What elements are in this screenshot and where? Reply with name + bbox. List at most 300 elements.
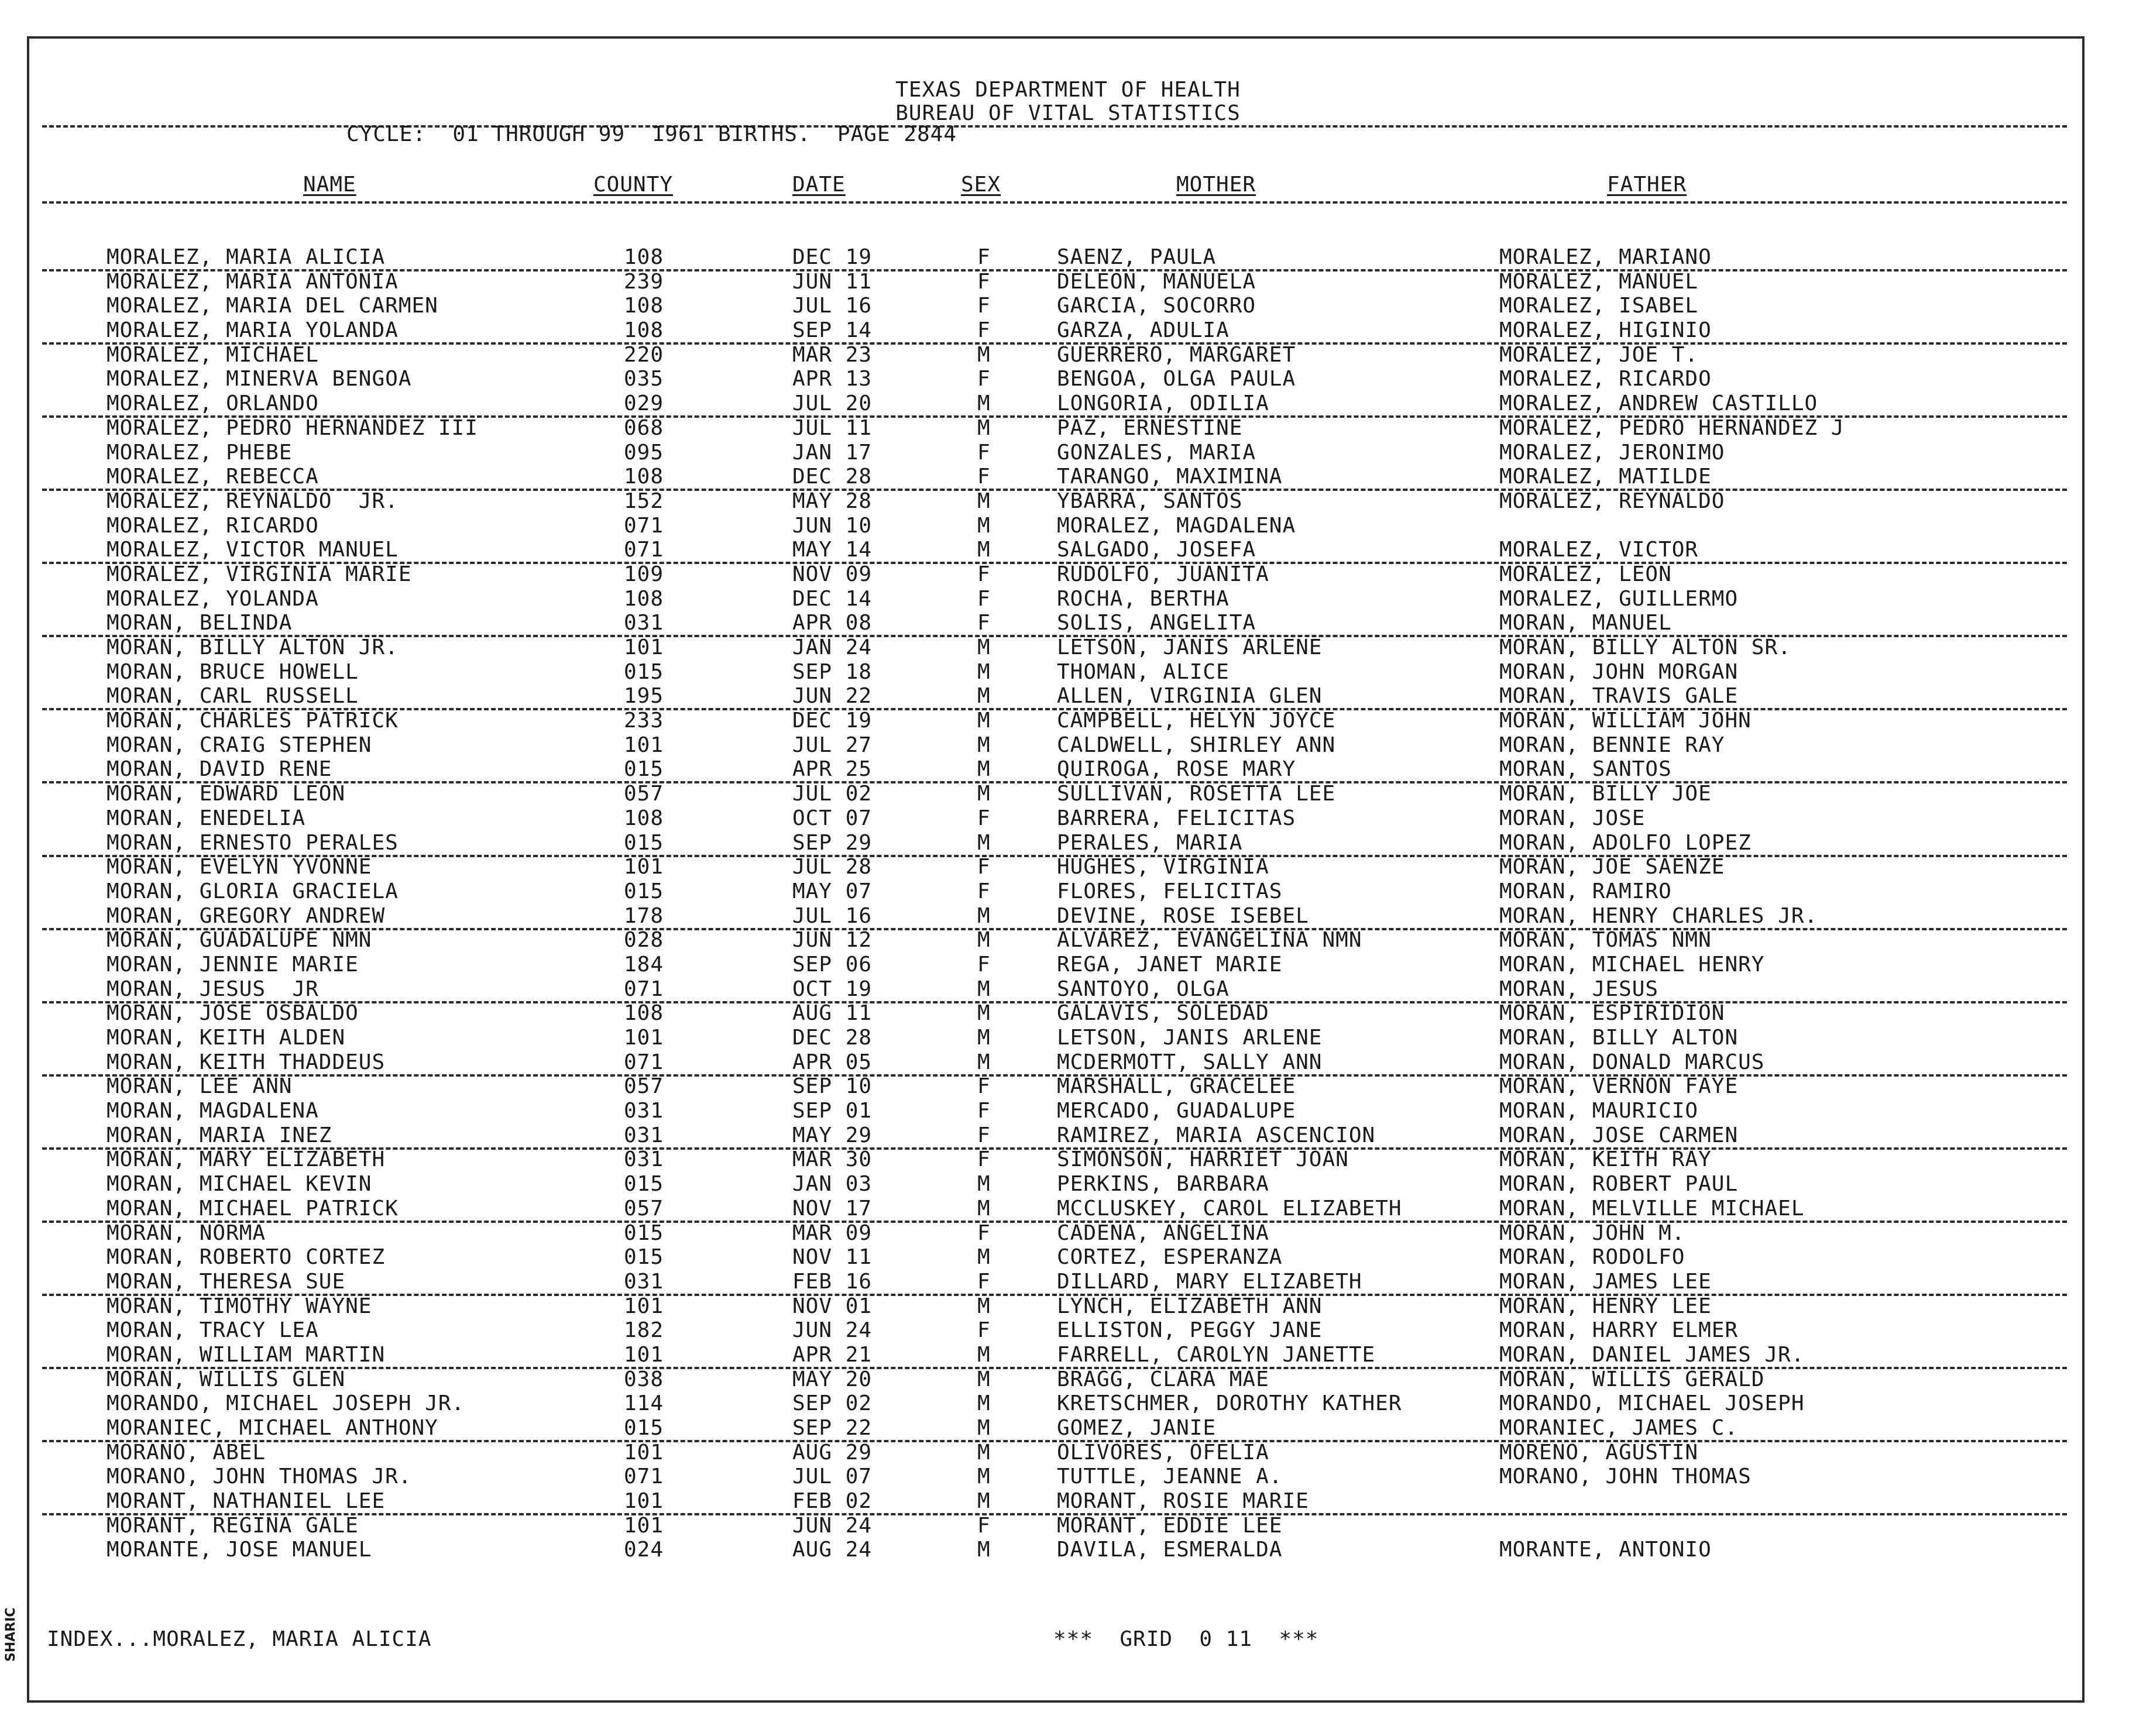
- record-sex: M: [977, 1489, 991, 1514]
- record-sex: M: [977, 342, 991, 367]
- record-row: [0, 1441, 2136, 1466]
- record-county: 108: [624, 294, 664, 318]
- record-date: JAN 24: [792, 635, 873, 659]
- record-row: [0, 441, 2136, 466]
- record-mother: MCCLUSKEY, CAROL ELIZABETH: [1057, 1196, 1402, 1221]
- record-name: MORAN, JENNIE MARIE: [107, 952, 359, 977]
- record-father: MORAN, HARRY ELMER: [1499, 1318, 1739, 1343]
- record-name: MORAN, MARIA INEZ: [107, 1123, 332, 1147]
- record-date: MAR 30: [792, 1147, 873, 1172]
- record-father: MORAN, JESUS: [1499, 977, 1659, 1001]
- record-county: 015: [624, 757, 664, 782]
- record-date: NOV 01: [792, 1294, 873, 1318]
- record-father: MORAN, JAMES LEE: [1499, 1269, 1712, 1294]
- record-name: MORALEZ, ORLANDO: [107, 391, 319, 416]
- record-father: MORAN, JOHN MORGAN: [1499, 659, 1739, 684]
- record-county: 071: [624, 538, 664, 562]
- record-father: MORAN, ADOLFO LOPEZ: [1499, 830, 1752, 855]
- record-father: MORAN, MICHAEL HENRY: [1499, 952, 1765, 977]
- record-county: 038: [624, 1367, 664, 1391]
- record-date: MAR 23: [792, 342, 873, 367]
- record-name: MORAN, EVELYN YVONNE: [107, 855, 372, 879]
- record-county: 015: [624, 659, 664, 684]
- record-name: MORAN, BELINDA: [107, 611, 293, 635]
- record-mother: FARRELL, CAROLYN JANETTE: [1057, 1342, 1376, 1367]
- record-row: [0, 514, 2136, 539]
- record-row: [0, 1075, 2136, 1099]
- record-row: [0, 1099, 2136, 1124]
- record-name: MORAN, DAVID RENE: [107, 757, 332, 782]
- record-father: MORANTE, ANTONIO: [1499, 1538, 1712, 1562]
- record-father: MORALEZ, JERONIMO: [1499, 440, 1725, 465]
- record-mother: MORANT, EDDIE LEE: [1057, 1513, 1283, 1538]
- record-mother: LETSON, JANIS ARLENE: [1057, 1026, 1323, 1050]
- record-date: JUN 24: [792, 1318, 873, 1343]
- record-date: NOV 09: [792, 562, 873, 586]
- record-row: [0, 1343, 2136, 1368]
- record-county: 015: [624, 830, 664, 855]
- record-county: 071: [624, 1465, 664, 1489]
- record-father: MORALEZ, LEON: [1499, 562, 1672, 586]
- record-name: MORALEZ, REYNALDO JR.: [107, 489, 399, 513]
- record-name: MORAN, CARL RUSSELL: [107, 684, 359, 709]
- record-row: [0, 1538, 2136, 1563]
- record-date: DEC 19: [792, 245, 873, 269]
- record-county: 071: [624, 513, 664, 538]
- record-father: MORALEZ, ISABEL: [1499, 294, 1699, 318]
- record-sex: M: [977, 977, 991, 1001]
- record-name: MORAN, GUADALUPE NMN: [107, 928, 372, 953]
- column-header-county: COUNTY: [593, 173, 674, 197]
- department-title: TEXAS DEPARTMENT OF HEALTH: [895, 78, 1241, 102]
- record-sex: F: [977, 586, 991, 611]
- record-row: [0, 661, 2136, 685]
- record-date: OCT 07: [792, 806, 873, 830]
- record-row: [0, 978, 2136, 1002]
- record-mother: OLIVORES, OFELIA: [1057, 1440, 1269, 1465]
- record-row: [0, 1295, 2136, 1319]
- record-father: MORALEZ, HIGINIO: [1499, 318, 1712, 343]
- record-row: [0, 367, 2136, 392]
- record-name: MORAN, ERNESTO PERALES: [107, 830, 399, 855]
- record-mother: DILLARD, MARY ELIZABETH: [1057, 1269, 1362, 1294]
- record-date: JUL 02: [792, 782, 873, 806]
- record-father: MORAN, BENNIE RAY: [1499, 733, 1725, 757]
- record-date: SEP 22: [792, 1416, 873, 1440]
- record-name: MORALEZ, PEDRO HERNANDEZ III: [107, 415, 478, 440]
- record-father: MORANO, JOHN THOMAS: [1499, 1465, 1752, 1489]
- record-date: SEP 18: [792, 659, 873, 684]
- record-name: MORALEZ, PHEBE: [107, 440, 293, 465]
- record-sex: M: [977, 1245, 991, 1270]
- record-mother: DEVINE, ROSE ISEBEL: [1057, 903, 1309, 928]
- record-sex: M: [977, 1050, 991, 1074]
- record-mother: SIMONSON, HARRIET JOAN: [1057, 1147, 1349, 1172]
- record-date: AUG 29: [792, 1440, 873, 1465]
- record-row: [0, 1222, 2136, 1246]
- record-county: 152: [624, 489, 664, 513]
- record-name: MORALEZ, VIRGINIA MARIE: [107, 562, 412, 586]
- record-sex: F: [977, 1318, 991, 1343]
- record-sex: M: [977, 1440, 991, 1465]
- record-sex: M: [977, 709, 991, 733]
- record-father: MORAN, VERNON FAYE: [1499, 1074, 1739, 1099]
- record-mother: ROCHA, BERTHA: [1057, 586, 1230, 611]
- record-name: MORAN, TIMOTHY WAYNE: [107, 1294, 372, 1318]
- record-father: MORAN, DANIEL JAMES JR.: [1499, 1342, 1805, 1367]
- record-date: SEP 29: [792, 830, 873, 855]
- record-row: [0, 1465, 2136, 1490]
- record-sex: M: [977, 830, 991, 855]
- record-sex: F: [977, 1269, 991, 1294]
- record-date: FEB 16: [792, 1269, 873, 1294]
- record-name: MORALEZ, MARIA YOLANDA: [107, 318, 399, 343]
- record-date: MAY 14: [792, 538, 873, 562]
- record-county: 015: [624, 1172, 664, 1197]
- record-father: MORAN, MANUEL: [1499, 611, 1672, 635]
- record-father: MORAN, HENRY LEE: [1499, 1294, 1712, 1318]
- header-divider: [42, 125, 2067, 128]
- record-county: 108: [624, 465, 664, 489]
- record-county: 031: [624, 611, 664, 635]
- record-date: JAN 17: [792, 440, 873, 465]
- record-father: MORALEZ, GUILLERMO: [1499, 586, 1739, 611]
- record-father: MORAN, WILLIS GERALD: [1499, 1367, 1765, 1391]
- record-county: 031: [624, 1269, 664, 1294]
- record-mother: MARSHALL, GRACELEE: [1057, 1074, 1296, 1099]
- record-row: [0, 734, 2136, 758]
- record-mother: YBARRA, SANTOS: [1057, 489, 1243, 513]
- record-mother: THOMAN, ALICE: [1057, 659, 1230, 684]
- record-name: MORALEZ, MARIA DEL CARMEN: [107, 294, 438, 318]
- record-sex: M: [977, 1416, 991, 1440]
- record-county: 108: [624, 318, 664, 343]
- record-sex: M: [977, 757, 991, 782]
- record-sex: F: [977, 611, 991, 635]
- record-mother: MCDERMOTT, SALLY ANN: [1057, 1050, 1323, 1074]
- record-mother: RUDOLFO, JUANITA: [1057, 562, 1269, 586]
- record-sex: M: [977, 928, 991, 953]
- record-mother: TUTTLE, JEANNE A.: [1057, 1465, 1283, 1489]
- record-name: MORAN, WILLIS GLEN: [107, 1367, 346, 1391]
- record-mother: SOLIS, ANGELITA: [1057, 611, 1256, 635]
- record-county: 031: [624, 1147, 664, 1172]
- record-row: [0, 831, 2136, 856]
- record-mother: CAMPBELL, HELYN JOYCE: [1057, 709, 1336, 733]
- record-sex: F: [977, 879, 991, 903]
- record-sex: F: [977, 294, 991, 318]
- record-father: MORAN, JOSE: [1499, 806, 1646, 830]
- record-sex: M: [977, 415, 991, 440]
- record-mother: MORANT, ROSIE MARIE: [1057, 1489, 1309, 1514]
- record-county: 114: [624, 1391, 664, 1416]
- record-county: 184: [624, 952, 664, 977]
- record-date: APR 25: [792, 757, 873, 782]
- record-row: [0, 417, 2136, 441]
- record-county: 101: [624, 1513, 664, 1538]
- record-date: APR 13: [792, 367, 873, 391]
- record-date: JUN 22: [792, 684, 873, 709]
- record-date: JUL 07: [792, 1465, 873, 1489]
- record-row: [0, 855, 2136, 880]
- record-name: MORANDO, MICHAEL JOSEPH JR.: [107, 1391, 465, 1416]
- record-father: MORAN, RODOLFO: [1499, 1245, 1685, 1270]
- record-name: MORAN, MAGDALENA: [107, 1099, 319, 1123]
- record-county: 095: [624, 440, 664, 465]
- record-name: MORAN, GLORIA GRACIELA: [107, 879, 399, 903]
- record-mother: HUGHES, VIRGINIA: [1057, 855, 1269, 879]
- record-date: SEP 02: [792, 1391, 873, 1416]
- record-row: [0, 1173, 2136, 1197]
- record-name: MORALEZ, YOLANDA: [107, 586, 319, 611]
- record-row: [0, 465, 2136, 490]
- index-line: INDEX...MORALEZ, MARIA ALICIA: [47, 1627, 432, 1651]
- record-row: [0, 1002, 2136, 1026]
- record-name: MORANTE, JOSE MANUEL: [107, 1538, 372, 1562]
- record-county: 029: [624, 391, 664, 416]
- record-date: AUG 11: [792, 1001, 873, 1026]
- column-header-sex: SEX: [961, 173, 1001, 197]
- record-name: MORALEZ, MINERVA BENGOA: [107, 367, 412, 391]
- record-date: JUN 10: [792, 513, 873, 538]
- record-sex: M: [977, 489, 991, 513]
- record-row: [0, 319, 2136, 343]
- record-sex: F: [977, 367, 991, 391]
- record-name: MORAN, MICHAEL PATRICK: [107, 1196, 399, 1221]
- record-county: 101: [624, 1026, 664, 1050]
- record-father: MORAN, JOHN M.: [1499, 1221, 1685, 1245]
- record-county: 057: [624, 782, 664, 806]
- record-sex: M: [977, 538, 991, 562]
- record-mother: GUERRERO, MARGARET: [1057, 342, 1296, 367]
- record-row: [0, 246, 2136, 270]
- record-sex: M: [977, 1001, 991, 1026]
- record-sex: M: [977, 1196, 991, 1221]
- record-sex: M: [977, 903, 991, 928]
- record-mother: GARZA, ADULIA: [1057, 318, 1230, 343]
- record-county: 031: [624, 1099, 664, 1123]
- record-name: MORALEZ, REBECCA: [107, 465, 319, 489]
- record-date: MAY 29: [792, 1123, 873, 1147]
- record-county: 031: [624, 1123, 664, 1147]
- record-date: AUG 24: [792, 1538, 873, 1562]
- column-header-mother: MOTHER: [1176, 173, 1256, 197]
- record-date: JUN 11: [792, 269, 873, 294]
- record-father: MORALEZ, MARIANO: [1499, 245, 1712, 269]
- record-row: [0, 1270, 2136, 1295]
- record-county: 015: [624, 1416, 664, 1440]
- record-county: 101: [624, 1342, 664, 1367]
- record-name: MORANT, NATHANIEL LEE: [107, 1489, 386, 1514]
- record-row: [0, 1392, 2136, 1417]
- record-date: NOV 11: [792, 1245, 873, 1270]
- record-sex: M: [977, 1391, 991, 1416]
- record-sex: F: [977, 952, 991, 977]
- record-date: SEP 10: [792, 1074, 873, 1099]
- record-father: MORAN, SANTOS: [1499, 757, 1672, 782]
- record-mother: ALVAREZ, EVANGELINA NMN: [1057, 928, 1362, 953]
- record-county: 239: [624, 269, 664, 294]
- record-date: JUL 27: [792, 733, 873, 757]
- record-date: SEP 01: [792, 1099, 873, 1123]
- record-county: 195: [624, 684, 664, 709]
- record-row: [0, 685, 2136, 709]
- record-mother: GOMEZ, JANIE: [1057, 1416, 1217, 1440]
- record-sex: M: [977, 1294, 991, 1318]
- record-date: JUL 20: [792, 391, 873, 416]
- record-date: JUN 24: [792, 1513, 873, 1538]
- record-date: APR 08: [792, 611, 873, 635]
- record-name: MORALEZ, RICARDO: [107, 513, 319, 538]
- record-row: [0, 1026, 2136, 1051]
- record-county: 109: [624, 562, 664, 586]
- record-date: JUN 12: [792, 928, 873, 953]
- record-father: MORAN, BILLY JOE: [1499, 782, 1712, 806]
- record-father: MORAN, KEITH RAY: [1499, 1147, 1712, 1172]
- record-county: 028: [624, 928, 664, 953]
- record-row: [0, 538, 2136, 563]
- record-father: MORAN, JOE SAENZE: [1499, 855, 1725, 879]
- record-mother: DELEON, MANUELA: [1057, 269, 1256, 294]
- record-name: MORAN, GREGORY ANDREW: [107, 903, 386, 928]
- record-sex: F: [977, 1074, 991, 1099]
- record-row: [0, 563, 2136, 587]
- record-date: OCT 19: [792, 977, 873, 1001]
- record-name: MORAN, NORMA: [107, 1221, 266, 1245]
- record-name: MORAN, EDWARD LEON: [107, 782, 346, 806]
- record-mother: ALLEN, VIRGINIA GLEN: [1057, 684, 1323, 709]
- record-sex: F: [977, 1221, 991, 1245]
- record-name: MORAN, MICHAEL KEVIN: [107, 1172, 372, 1197]
- record-mother: SANTOYO, OLGA: [1057, 977, 1230, 1001]
- record-county: 057: [624, 1196, 664, 1221]
- record-county: 068: [624, 415, 664, 440]
- record-mother: LONGORIA, ODILIA: [1057, 391, 1269, 416]
- record-mother: REGA, JANET MARIE: [1057, 952, 1283, 977]
- record-row: [0, 758, 2136, 782]
- record-county: 182: [624, 1318, 664, 1343]
- record-name: MORALEZ, MICHAEL: [107, 342, 319, 367]
- record-sex: M: [977, 1342, 991, 1367]
- record-name: MORAN, BILLY ALTON JR.: [107, 635, 399, 659]
- side-label: SHARIC: [4, 1607, 18, 1662]
- record-mother: CALDWELL, SHIRLEY ANN: [1057, 733, 1336, 757]
- record-county: 108: [624, 1001, 664, 1026]
- record-sex: F: [977, 269, 991, 294]
- record-mother: GONZALES, MARIA: [1057, 440, 1256, 465]
- record-mother: QUIROGA, ROSE MARY: [1057, 757, 1296, 782]
- record-mother: ELLISTON, PEGGY JANE: [1057, 1318, 1323, 1343]
- record-sex: M: [977, 1465, 991, 1489]
- record-date: SEP 06: [792, 952, 873, 977]
- record-sex: M: [977, 513, 991, 538]
- record-county: 015: [624, 879, 664, 903]
- record-row: [0, 1319, 2136, 1343]
- record-father: MORAN, ESPIRIDION: [1499, 1001, 1725, 1026]
- record-county: 108: [624, 806, 664, 830]
- record-row: [0, 392, 2136, 417]
- record-mother: KRETSCHMER, DOROTHY KATHER: [1057, 1391, 1402, 1416]
- record-row: [0, 1368, 2136, 1393]
- record-date: NOV 17: [792, 1196, 873, 1221]
- record-name: MORAN, WILLIAM MARTIN: [107, 1342, 386, 1367]
- record-row: [0, 587, 2136, 612]
- record-county: 108: [624, 245, 664, 269]
- record-mother: BARRERA, FELICITAS: [1057, 806, 1296, 830]
- record-mother: RAMIREZ, MARIA ASCENCION: [1057, 1123, 1376, 1147]
- record-date: DEC 14: [792, 586, 873, 611]
- record-father: MORAN, MAURICIO: [1499, 1099, 1699, 1123]
- record-row: [0, 1417, 2136, 1441]
- record-row: [0, 782, 2136, 807]
- record-father: MORALEZ, REYNALDO: [1499, 489, 1725, 513]
- record-name: MORAN, ROBERTO CORTEZ: [107, 1245, 386, 1270]
- record-name: MORAN, JESUS JR: [107, 977, 319, 1001]
- record-father: MORALEZ, RICARDO: [1499, 367, 1712, 391]
- column-header-date: DATE: [792, 173, 846, 197]
- record-row: [0, 1148, 2136, 1173]
- record-sex: F: [977, 465, 991, 489]
- cycle-line: CYCLE: 01 THROUGH 99 1961 BIRTHS. PAGE 2844: [346, 122, 957, 146]
- record-mother: CADENA, ANGELINA: [1057, 1221, 1269, 1245]
- record-name: MORALEZ, MARIA ALICIA: [107, 245, 386, 269]
- record-name: MORAN, CRAIG STEPHEN: [107, 733, 372, 757]
- grid-marker: *** GRID 0 11 ***: [1053, 1627, 1319, 1651]
- record-date: JUL 16: [792, 903, 873, 928]
- record-sex: F: [977, 562, 991, 586]
- record-mother: TARANGO, MAXIMINA: [1057, 465, 1283, 489]
- record-county: 108: [624, 586, 664, 611]
- record-mother: FLORES, FELICITAS: [1057, 879, 1283, 903]
- record-date: APR 21: [792, 1342, 873, 1367]
- record-mother: SULLIVAN, ROSETTA LEE: [1057, 782, 1336, 806]
- record-name: MORAN, JOSE OSBALDO: [107, 1001, 359, 1026]
- record-sex: M: [977, 782, 991, 806]
- record-father: MORAN, WILLIAM JOHN: [1499, 709, 1752, 733]
- record-row: [0, 270, 2136, 295]
- record-row: [0, 343, 2136, 368]
- record-father: MORAN, TOMAS NMN: [1499, 928, 1712, 953]
- record-row: [0, 1124, 2136, 1149]
- record-name: MORAN, CHARLES PATRICK: [107, 709, 399, 733]
- bureau-title: BUREAU OF VITAL STATISTICS: [895, 101, 1241, 125]
- record-row: [0, 880, 2136, 905]
- record-name: MORAN, THERESA SUE: [107, 1269, 346, 1294]
- record-county: 101: [624, 1489, 664, 1514]
- record-row: [0, 611, 2136, 636]
- record-county: 057: [624, 1074, 664, 1099]
- record-date: JAN 03: [792, 1172, 873, 1197]
- record-mother: LYNCH, ELIZABETH ANN: [1057, 1294, 1323, 1318]
- record-father: MORANDO, MICHAEL JOSEPH: [1499, 1391, 1805, 1416]
- record-row: [0, 294, 2136, 319]
- record-county: 015: [624, 1221, 664, 1245]
- record-county: 101: [624, 1294, 664, 1318]
- record-county: 101: [624, 1440, 664, 1465]
- record-date: DEC 19: [792, 709, 873, 733]
- record-sex: F: [977, 806, 991, 830]
- record-name: MORANO, JOHN THOMAS JR.: [107, 1465, 412, 1489]
- record-county: 035: [624, 367, 664, 391]
- record-father: MORAN, BILLY ALTON: [1499, 1026, 1739, 1050]
- record-mother: PAZ, ERNESTINE: [1057, 415, 1243, 440]
- record-row: [0, 905, 2136, 929]
- record-county: 233: [624, 709, 664, 733]
- record-father: MORAN, RAMIRO: [1499, 879, 1672, 903]
- record-name: MORANO, ABEL: [107, 1440, 266, 1465]
- record-county: 071: [624, 1050, 664, 1074]
- column-header-father: FATHER: [1607, 173, 1687, 197]
